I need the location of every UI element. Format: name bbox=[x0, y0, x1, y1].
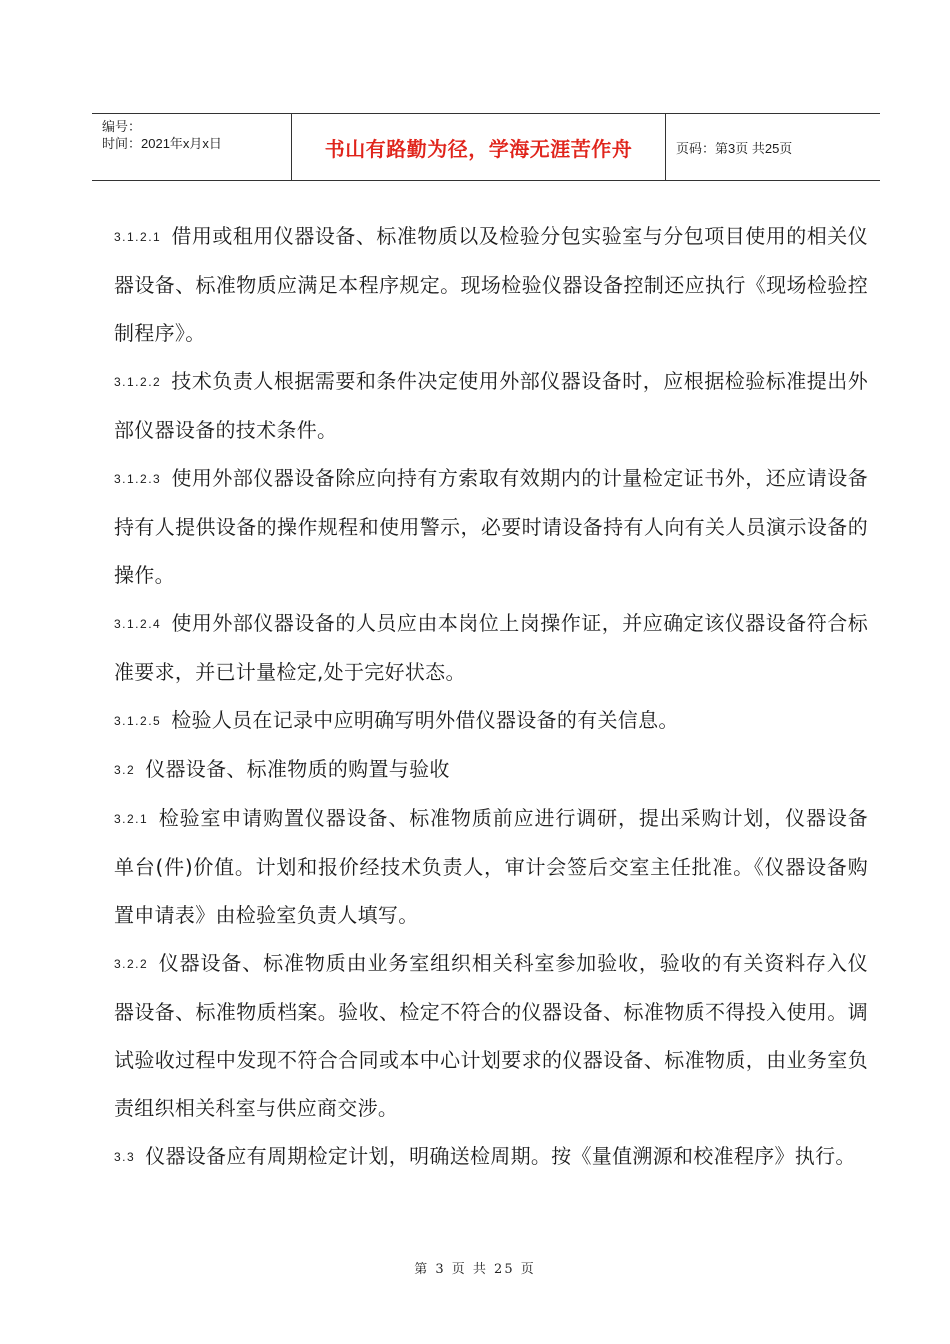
header-page-number: 页码：第3页 共25页 bbox=[676, 140, 793, 156]
document-number: 编号： bbox=[102, 119, 142, 134]
clause-number: 3.1.2.3 bbox=[114, 472, 162, 486]
document-date: 时间：2021年x月x日 bbox=[102, 136, 222, 151]
paragraph bbox=[114, 939, 868, 1132]
clause-text: 仪器设备、标准物质由业务室组织相关科室参加验收，验收的有关资料存入仪器设备、标准物质档案。验收、检定不符合的仪器设备、标准物质不得投入使用。调试验收过程中发现不符合合同或本中心计划要求的仪器设备、标准物质，由业务室负责组织相关科室与供应商交涉。 bbox=[114, 951, 868, 1120]
paragraph bbox=[114, 696, 868, 745]
clause-number: 3.2.2 bbox=[114, 957, 149, 971]
clause-text: 技术负责人根据需要和条件决定使用外部仪器设备时，应根据检验标准提出外部仪器设备的技术条件。 bbox=[114, 369, 868, 442]
clause-text: 检验室申请购置仪器设备、标准物质前应进行调研，提出采购计划，仪器设备单台(件)价值。计划和报价经技术负责人，审计会签后交室主任批准。《仪器设备购置申请表》由检验室负责人填写。 bbox=[114, 806, 868, 927]
clause-text: 检验人员在记录中应明确写明外借仪器设备的有关信息。 bbox=[171, 708, 679, 732]
clause-number: 3.1.2.1 bbox=[114, 230, 162, 244]
clause-number: 3.3 bbox=[114, 1150, 136, 1164]
clause-text: 使用外部仪器设备的人员应由本岗位上岗操作证，并应确定该仪器设备符合标准要求，并已计量检定,处于完好状态。 bbox=[114, 611, 868, 684]
section-heading bbox=[114, 745, 868, 794]
paragraph bbox=[114, 454, 868, 599]
paragraph bbox=[114, 357, 868, 454]
document-body bbox=[114, 212, 868, 1181]
clause-number: 3.1.2.2 bbox=[114, 375, 162, 389]
paragraph bbox=[114, 212, 868, 357]
clause-number: 3.1.2.5 bbox=[114, 714, 162, 728]
clause-text: 借用或租用仪器设备、标准物质以及检验分包实验室与分包项目使用的相关仪器设备、标准物质应满足本程序规定。现场检验仪器设备控制还应执行《现场检验控制程序》。 bbox=[114, 224, 868, 345]
clause-number: 3.1.2.4 bbox=[114, 617, 162, 631]
header-motto: 书山有路勤为径，学海无涯苦作舟 bbox=[292, 114, 666, 180]
clause-text: 仪器设备、标准物质的购置与验收 bbox=[145, 757, 450, 781]
clause-text: 仪器设备应有周期检定计划，明确送检周期。按《量值溯源和校准程序》执行。 bbox=[145, 1144, 856, 1168]
paragraph bbox=[114, 794, 868, 939]
document-header bbox=[92, 113, 880, 181]
header-meta bbox=[92, 114, 292, 180]
clause-text: 使用外部仪器设备除应向持有方索取有效期内的计量检定证书外，还应请设备持有人提供设备的操作规程和使用警示，必要时请设备持有人向有关人员演示设备的操作。 bbox=[114, 466, 868, 587]
clause-number: 3.2 bbox=[114, 763, 136, 777]
paragraph bbox=[114, 599, 868, 696]
clause-number: 3.2.1 bbox=[114, 812, 149, 826]
paragraph bbox=[114, 1132, 868, 1181]
page-footer: 第 3 页 共 25 页 bbox=[414, 1262, 536, 1277]
